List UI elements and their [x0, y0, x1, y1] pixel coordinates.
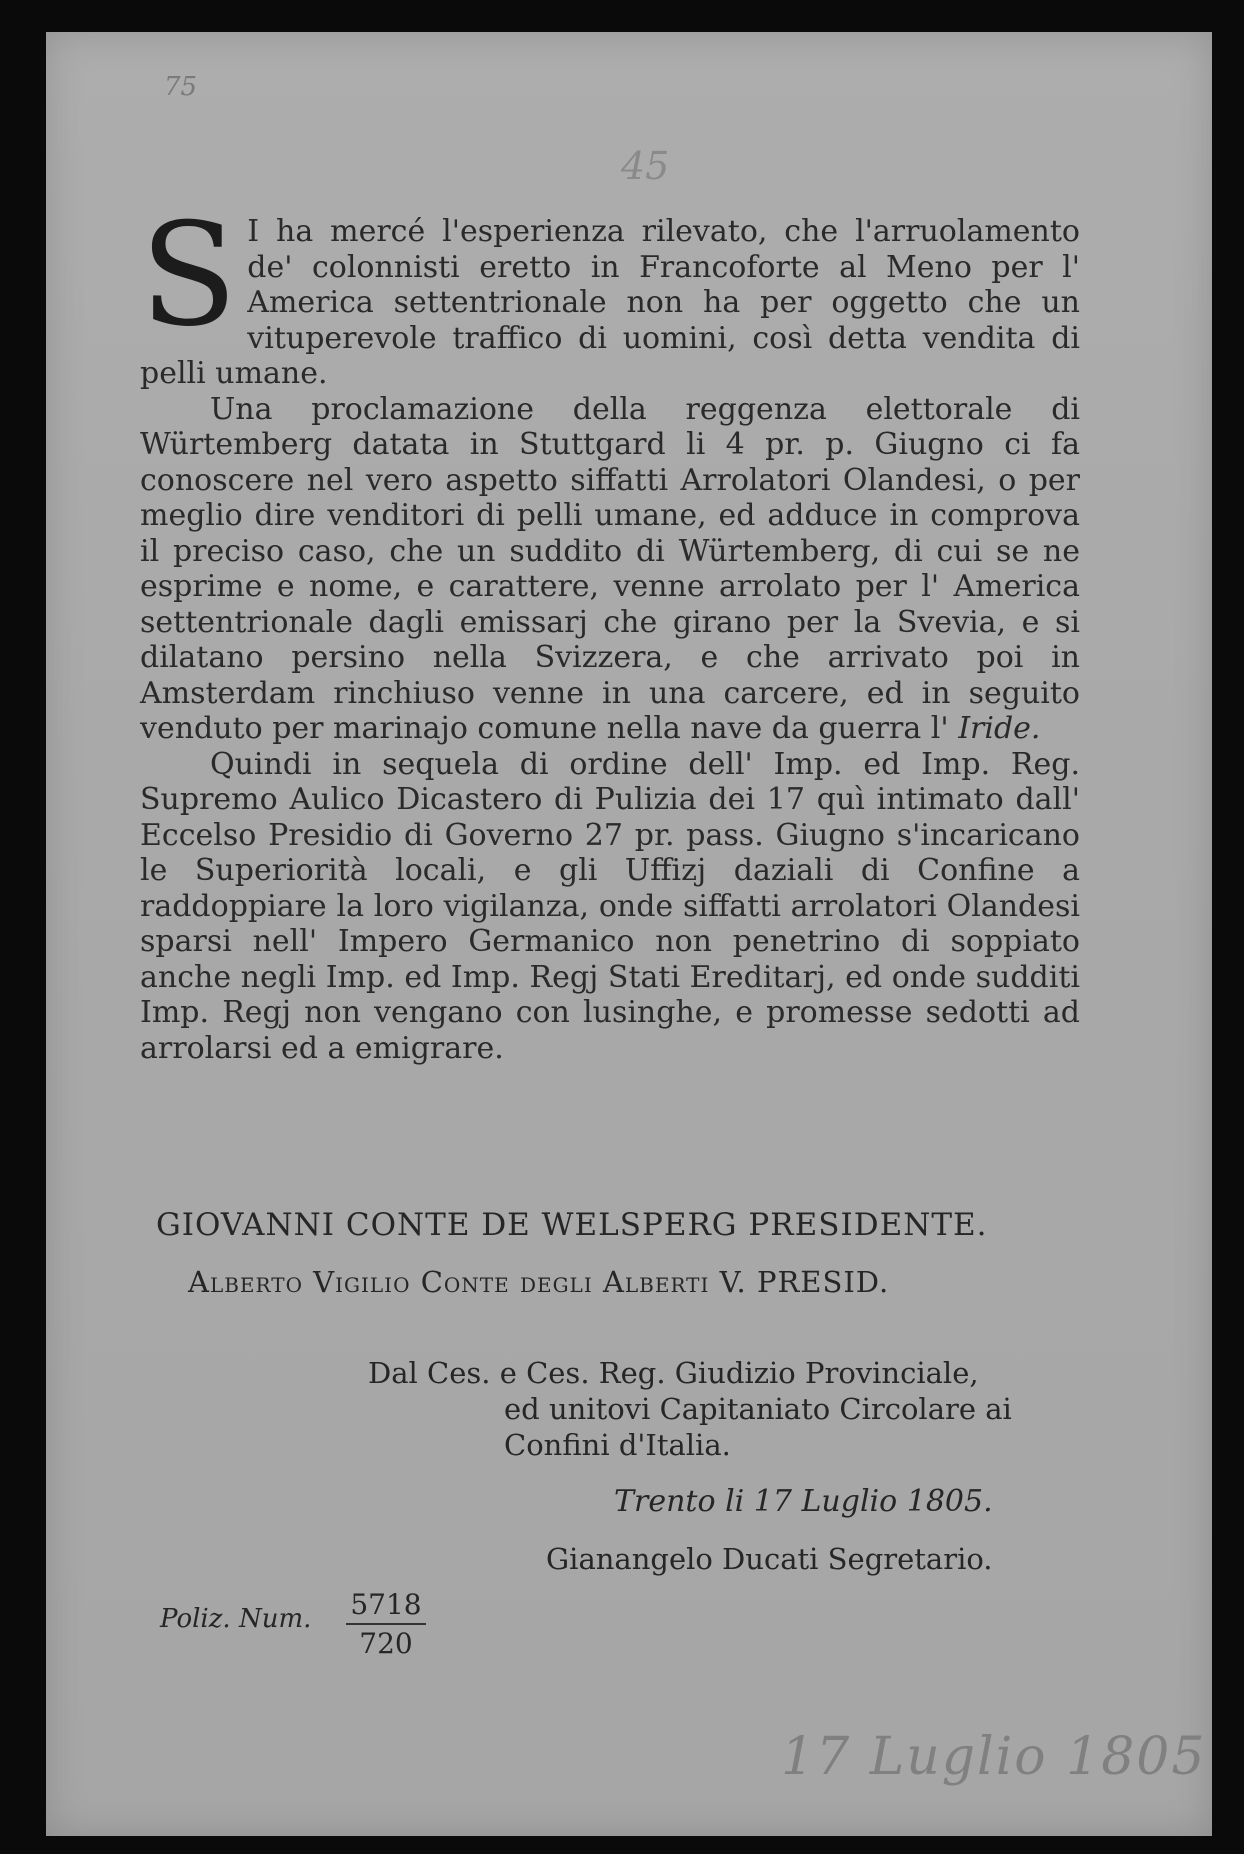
document-date: Trento li 17 Luglio 1805. — [614, 1484, 993, 1519]
paragraph-1-text: I ha mercé l'esperienza rilevato, che l'arruolamento de' colonnisti eretto in Francoforte al Meno per l' America settentrionale non ha per oggetto che un vituperevole traffico di uomini, così detta vendita di pelli umane. — [140, 214, 1080, 391]
pencil-annotation-top-center: 45 — [621, 144, 670, 188]
poliz-label: Poliz. Num. — [160, 1604, 312, 1634]
paragraph-1 — [140, 193, 1080, 392]
pencil-annotation-top-left: 75 — [164, 72, 198, 102]
drop-cap: S — [140, 193, 238, 358]
vice-president-signature: Alberto Vigilio Conte degli Alberti V. PRESID. — [188, 1265, 890, 1299]
ship-name: Iride. — [958, 711, 1041, 746]
pencil-annotation-bottom-right: 17 Luglio 1805 — [781, 1727, 1207, 1787]
paragraph-2 — [140, 392, 1080, 747]
poliz-number — [346, 1588, 426, 1660]
tribunal-line-1: Dal Ces. e Ces. Reg. Giudizio Provinciale, — [368, 1356, 979, 1390]
paragraph-2-text: Una proclamazione della reggenza elettorale di Würtemberg datata in Stuttgard li 4 pr. p. Giugno ci fa conoscere nel vero aspetto siffatti Arrolatori Olandesi, o per meglio dire venditori di pelli umane, ed adduce in comprova il preciso caso, che un suddito di Würtemberg, di cui se ne esprime e nome, e carattere, venne arrolato per l' America settentrionale dagli emissarj che girano per la Svevia, e si dilatano persino nella Svizzera, e che arrivato poi in Amsterdam rinchiuso venne in una carcere, ed in seguito venduto per marinajo comune nella nave da guerra l' — [140, 391, 1080, 746]
tribunal-block — [368, 1355, 1012, 1463]
secretary-signature: Gianangelo Ducati Segretario. — [546, 1542, 993, 1576]
poliz-number-bottom: 720 — [359, 1627, 413, 1660]
tribunal-line-2: ed unitovi Capitaniato Circolare ai — [504, 1392, 1012, 1426]
paragraph-3 — [140, 747, 1080, 1067]
document-sheet — [46, 32, 1212, 1836]
president-signature: GIOVANNI CONTE DE WELSPERG PRESIDENTE. — [156, 1207, 988, 1243]
poliz-number-top: 5718 — [346, 1588, 426, 1625]
proclamation-body — [140, 193, 1080, 1066]
paragraph-3-text: Quindi in sequela di ordine dell' Imp. ed Imp. Reg. Supremo Aulico Dicastero di Pulizia dei 17 quì intimato dall' Eccelso Presidio di Governo 27 pr. pass. Giugno s'incaricano le Superiorità locali, e gli Uffizj daziali di Confine a raddoppiare la loro vigilanza, onde siffatti arrolatori Olandesi sparsi nell' Impero Germanico non penetrino di soppiato anche negli Imp. ed Imp. Regj Stati Ereditarj, ed onde sudditi Imp. Regj non vengano con lusinghe, e promesse sedotti ad arrolarsi ed a emigrare. — [140, 746, 1080, 1066]
tribunal-line-3: Confini d'Italia. — [504, 1428, 731, 1462]
